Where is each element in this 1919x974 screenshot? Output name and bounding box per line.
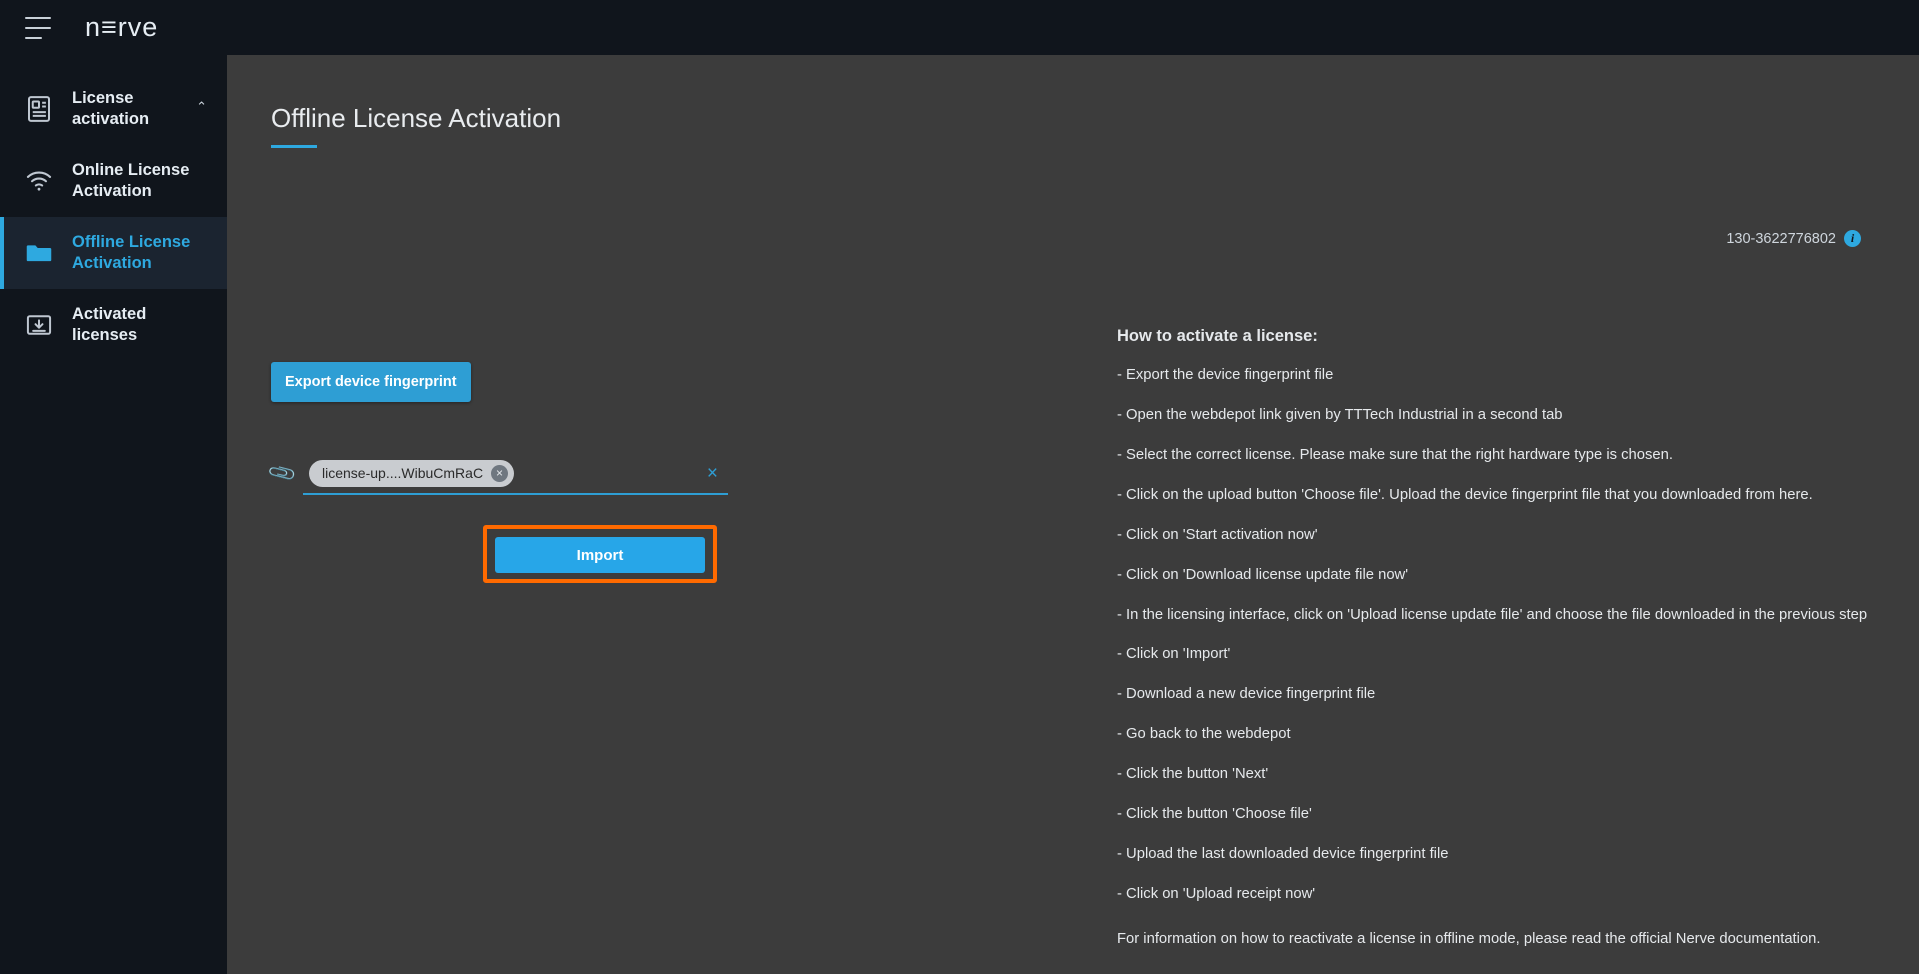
sidebar-item-label: Offline License Activation <box>72 233 191 272</box>
device-id-value: 130-3622776802 <box>1726 230 1836 247</box>
list-item: - Click the button 'Choose file' <box>1117 806 1312 823</box>
file-input-field[interactable] <box>303 453 728 495</box>
how-to-steps <box>1117 364 1887 906</box>
list-item: - Click the button 'Next' <box>1117 766 1269 783</box>
list-item: - Export the device fingerprint file <box>1117 367 1334 383</box>
folder-icon <box>22 236 56 270</box>
sidebar-item-label: License activation <box>72 89 150 128</box>
list-item: - Click on 'Import' <box>1117 646 1231 663</box>
list-item: - Click on 'Start activation now' <box>1117 526 1318 543</box>
license-document-icon <box>22 92 56 126</box>
selected-file-chip <box>309 460 514 487</box>
hamburger-line <box>25 37 42 39</box>
paperclip-icon[interactable]: 📎 <box>267 458 299 490</box>
hamburger-icon[interactable] <box>25 17 51 39</box>
sidebar-item-label: Activated licenses <box>72 305 147 344</box>
selected-file-name: license-up....WibuCmRaC <box>322 465 484 481</box>
sidebar-item-online-license-activation[interactable] <box>0 145 227 217</box>
sidebar-item-label: Online License Activation <box>72 161 190 200</box>
sidebar <box>0 55 227 974</box>
list-item: - Click on the upload button 'Choose file'. Upload the device fingerprint file that you downloaded from here. <box>1117 486 1813 503</box>
chevron-up-icon[interactable]: ⌃ <box>196 99 207 114</box>
list-item: - Upload the last downloaded device fingerprint file <box>1117 846 1449 863</box>
device-id <box>1726 230 1861 247</box>
how-to-heading: How to activate a license: <box>1117 327 1318 345</box>
main-content <box>227 55 1919 974</box>
app-logo: n≡rve <box>85 12 159 42</box>
list-item: - Select the correct license. Please make sure that the right hardware type is chosen. <box>1117 446 1673 463</box>
how-to-footnote: For information on how to reactivate a license in offline mode, please read the official Nerve documentation. <box>1117 930 1821 947</box>
top-bar <box>0 0 1919 55</box>
hamburger-line <box>25 17 51 19</box>
list-item: - In the licensing interface, click on 'Upload license update file' and choose the file downloaded in the previous step <box>1117 606 1868 623</box>
sidebar-item-license-activation[interactable] <box>0 73 227 145</box>
list-item: - Download a new device fingerprint file <box>1117 686 1376 703</box>
wifi-icon <box>22 164 56 198</box>
import-button[interactable]: Import <box>495 537 705 573</box>
page-title: Offline License Activation <box>271 103 562 133</box>
how-to-panel <box>1117 327 1887 947</box>
list-item: - Open the webdepot link given by TTTech Industrial in a second tab <box>1117 406 1563 423</box>
hamburger-line <box>25 27 51 29</box>
sidebar-item-activated-licenses[interactable] <box>0 289 227 361</box>
download-box-icon <box>22 308 56 342</box>
list-item: - Click on 'Upload receipt now' <box>1117 885 1316 902</box>
clear-field-icon[interactable]: × <box>706 462 718 484</box>
info-icon[interactable]: i <box>1844 230 1861 247</box>
list-item: - Click on 'Download license update file now' <box>1117 566 1409 583</box>
list-item: - Go back to the webdepot <box>1117 726 1291 743</box>
file-upload-row <box>267 453 728 495</box>
title-underline <box>271 145 317 148</box>
sidebar-item-offline-license-activation[interactable] <box>0 217 227 289</box>
export-device-fingerprint-button[interactable]: Export device fingerprint <box>271 362 471 402</box>
remove-file-icon[interactable]: × <box>491 465 508 482</box>
